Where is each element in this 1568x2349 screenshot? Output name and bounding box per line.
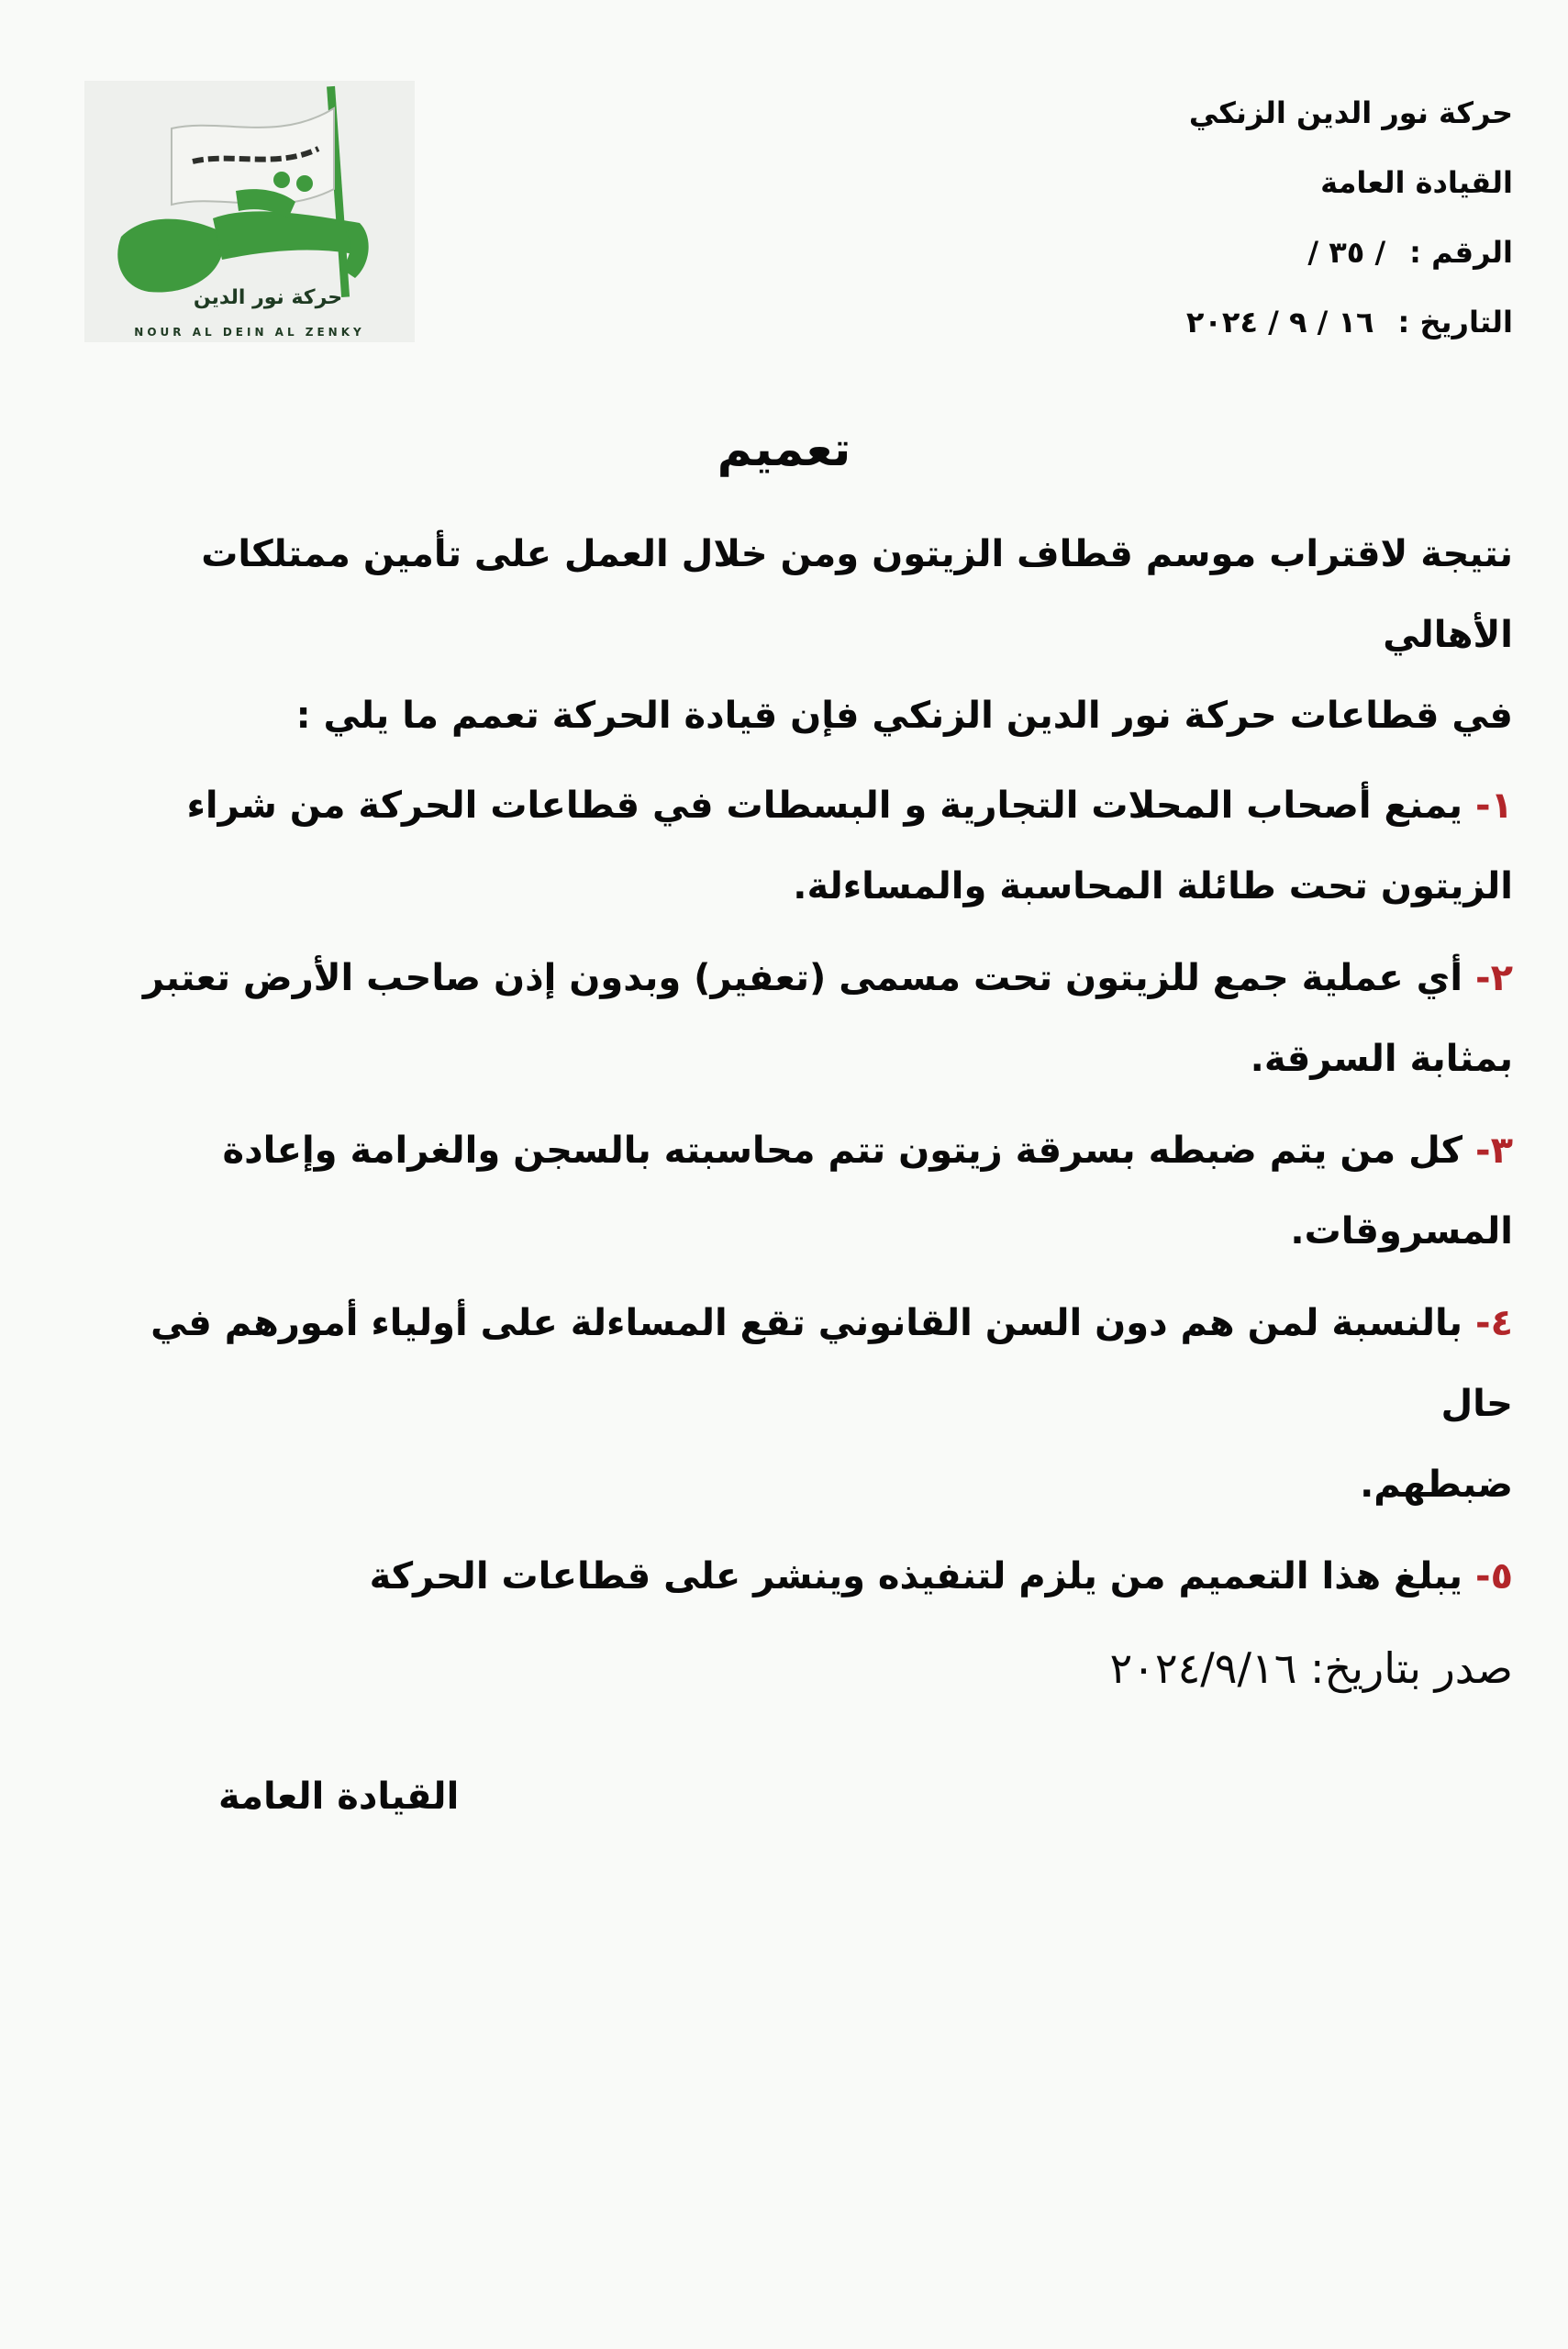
intro-paragraph bbox=[84, 514, 1513, 756]
item-text: بالنسبة لمن هم دون السن القانوني تقع المساءلة على أولياء أمورهم في حال bbox=[150, 1302, 1513, 1425]
header-number bbox=[871, 217, 1513, 287]
item-text: بمثابة السرقة. bbox=[1250, 1038, 1513, 1080]
logo-latin: NOUR AL DEIN AL ZENKY bbox=[134, 326, 365, 339]
item-number: ٥- bbox=[1474, 1555, 1513, 1598]
signature-command: القيادة العامة bbox=[218, 1776, 460, 1818]
header-date bbox=[871, 287, 1513, 357]
item-number: ١- bbox=[1474, 785, 1513, 827]
date-value: ١٦ / ٩ / ٢٠٢٤ bbox=[1185, 305, 1374, 340]
document-title: تعميم bbox=[717, 422, 851, 477]
item-text: كل من يتم ضبطه بسرقة زيتون تتم محاسبته بالسجن والغرامة وإعادة bbox=[222, 1130, 1463, 1172]
list-item-2 bbox=[84, 938, 1513, 1099]
item-text: يمنع أصحاب المحلات التجارية و البسطات في قطاعات الحركة من شراء bbox=[186, 785, 1463, 827]
item-text: ضبطهم. bbox=[1360, 1464, 1513, 1506]
number-label: الرقم : bbox=[1409, 235, 1513, 270]
intro-line: نتيجة لاقتراب موسم قطاف الزيتون ومن خلال العمل على تأمين ممتلكات الأهالي bbox=[201, 533, 1513, 656]
item-number: ٤- bbox=[1474, 1302, 1513, 1344]
list-item-3 bbox=[84, 1110, 1513, 1272]
item-text: أي عملية جمع للزيتون تحت مسمى (تعفير) وبدون إذن صاحب الأرض تعتبر bbox=[142, 957, 1463, 999]
document-body bbox=[84, 514, 1513, 1709]
item-number: ٢- bbox=[1474, 957, 1513, 999]
date-label: التاريخ : bbox=[1397, 305, 1513, 340]
header-org: حركة نور الدين الزنكي bbox=[1188, 95, 1513, 130]
item-number: ٣- bbox=[1474, 1130, 1513, 1172]
zenki-logo bbox=[84, 81, 415, 342]
logo-subtitle: حركة نور الدين bbox=[193, 286, 343, 309]
list-item-1 bbox=[84, 765, 1513, 927]
list-item-5 bbox=[84, 1536, 1513, 1617]
logo-graphic bbox=[84, 81, 415, 342]
item-text: المسروقات. bbox=[1290, 1210, 1513, 1252]
number-value: / ٣٥ / bbox=[1307, 235, 1386, 270]
item-text: الزيتون تحت طائلة المحاسبة والمساءلة. bbox=[793, 865, 1513, 907]
list-item-4 bbox=[84, 1283, 1513, 1525]
document-header bbox=[871, 78, 1513, 357]
header-command: القيادة العامة bbox=[1320, 165, 1513, 200]
intro-line: في قطاعات حركة نور الدين الزنكي فإن قيادة الحركة تعمم ما يلي : bbox=[295, 695, 1513, 737]
issued-date: صدر بتاريخ: ٢٠٢٤/٩/١٦ bbox=[1109, 1643, 1513, 1693]
item-text: يبلغ هذا التعميم من يلزم لتنفيذه وينشر على قطاعات الحركة bbox=[369, 1555, 1463, 1598]
